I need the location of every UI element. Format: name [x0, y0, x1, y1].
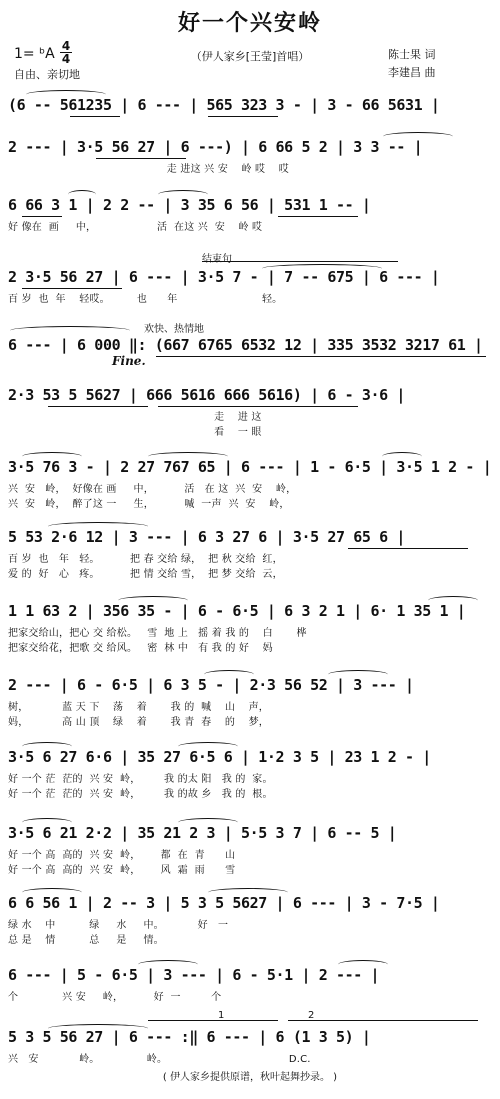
meter-top: 4	[61, 39, 71, 53]
slur	[383, 132, 453, 141]
volta-1-marking: 1	[218, 1010, 225, 1021]
beam	[96, 158, 186, 159]
lyricist-credit: 陈士果 词	[388, 48, 436, 61]
volta-2-marking: 2	[308, 1010, 315, 1021]
meter-bottom: 4	[61, 52, 71, 66]
volta-2-bracket	[288, 1020, 478, 1021]
lyrics-line-2: 爱 的 好 心 疼。 把 情 交给 雪， 把 梦 交给 云，	[8, 569, 283, 580]
notation-line: 2 ‑‑‑ | 3·5 56 27 | 6 ‑‑‑) | 6 66 5 2 | 3 3 ‑‑ |	[8, 138, 423, 156]
lyrics-line-2: 总 是 情 总 是 情。	[8, 935, 164, 946]
beam	[22, 216, 62, 217]
lyrics-line-1: 百 岁 也 年 轻哎。 也 年 轻。	[8, 294, 283, 305]
lyrics-line-2: 妈， 高 山 顶 绿 着 我 青 春 的 梦，	[8, 717, 269, 728]
lyrics-line-1: 把家交给山，把心 交 给松。 雪 地 上 摇 着 我 的 白 桦	[8, 628, 307, 639]
notation-line: 2·3 53 5 5627 | 666 5616 666 5616) | 6 ‑ 3·6 |	[8, 386, 406, 404]
singer-credit: （伊人家乡[王莹]首唱）	[190, 50, 310, 63]
key-signature: 1= ᵇA	[14, 46, 55, 62]
notation-line: 3·5 76 3 ‑ | 2 27 767 65 | 6 ‑‑‑ | 1 ‑ 6·5 | 3·5 1 2 ‑ |	[8, 458, 492, 476]
lyrics-line-1: 好 一个 茫 茫的 兴 安 岭， 我 的太 阳 我 的 家。	[8, 774, 273, 785]
notation-line: 5 3 5 56 27 | 6 ‑‑‑ :‖ 6 ‑‑‑ | 6 (1 3 5) |	[8, 1028, 371, 1046]
lyrics-line-1: 好 像在 画 中， 活 在这 兴 安 岭 哎	[8, 222, 263, 233]
lyrics-line-1: 好 一个 高 高的 兴 安 岭， 都 在 青 山	[8, 850, 236, 861]
notation-line: 5 53 2·6 12 | 3 ‑‑‑ | 6 3 27 6 | 3·5 27 65 6 |	[8, 528, 406, 546]
score-sheet	[8, 6, 492, 1093]
transcription-credit: ( 伊人家乡提供原谱，秋叶起舞抄录。 )	[162, 1072, 338, 1083]
lyrics-line-1: 绿 水 中 绿 水 中。 好 一	[8, 920, 229, 931]
notation-line: 6 66 3 1 | 2 2 ‑‑ | 3 35 6 56 | 531 1 ‑‑ |	[8, 196, 371, 214]
lyrics-line-2: 好 一个 茫 茫的 兴 安 岭， 我 的故 乡 我 的 根。	[8, 789, 273, 800]
beam	[158, 406, 358, 407]
beam	[348, 548, 468, 549]
beam	[156, 356, 486, 357]
lyrics-line-2: 把家交给花，把歌 交 给风。 密 林 中 有 我 的 好 妈	[8, 643, 273, 654]
lyrics-line-2: 看 一 眼	[8, 427, 262, 438]
notation-line: 1 1 63 2 | 356 35 ‑ | 6 ‑ 6·5 | 6 3 2 1 | 6· 1 35 1 |	[8, 602, 466, 620]
lyrics-line-1: 走 进这 兴 安 岭 哎 哎	[8, 164, 289, 175]
coda-marking: 结束句	[202, 254, 232, 265]
song-title: 好一个兴安岭	[177, 11, 322, 36]
notation-line: 6 6 56 1 | 2 ‑‑ 3 | 5 3 5 5627 | 6 ‑‑‑ | 3 ‑ 7·5 |	[8, 894, 440, 912]
beam	[278, 216, 358, 217]
notation-line: 3·5 6 27 6·6 | 35 27 6·5 6 | 1·2 3 5 | 23 1 2 ‑ |	[8, 748, 431, 766]
lyrics-line-1: 个 兴 安 岭， 好 一 个	[8, 992, 222, 1003]
notation-line: 2 ‑‑‑ | 6 ‑ 6·5 | 6 3 5 ‑ | 2·3 56 52 | 3 ‑‑‑ |	[8, 676, 414, 694]
tempo-change-marking: 欢快、热情地	[144, 324, 204, 335]
notation-line: 3·5 6 21 2·2 | 35 21 2 3 | 5·5 3 7 | 6 ‑‑ 5 |	[8, 824, 397, 842]
lyrics-line-2: 兴 安 岭， 醉了这 一 生， 喊 一声 兴 安 岭，	[8, 499, 290, 510]
tempo-marking: 自由、亲切地	[14, 68, 80, 81]
fine-marking: Fine.	[112, 354, 146, 368]
notation-line: 2 3·5 56 27 | 6 ‑‑‑ | 3·5 7 ‑ | 7 ‑‑ 675 | 6 ‑‑‑ |	[8, 268, 440, 286]
lyrics-line-1: 兴 安 岭， 好像在 画 中， 活 在 这 兴 安 岭，	[8, 484, 297, 495]
beam	[22, 288, 122, 289]
volta-1-bracket	[148, 1020, 278, 1021]
beam	[48, 406, 148, 407]
lyrics-line-1: 树， 蓝 天 下 荡 着 我 的 喊 山 声，	[8, 702, 269, 713]
beam	[208, 116, 278, 117]
lyrics-line-1: 百 岁 也 年 轻。 把 春 交给 绿， 把 秋 交给 红，	[8, 554, 283, 565]
notation-line: (6 ‑‑ 561235 | 6 ‑‑‑ | 565 323 3 ‑ | 3 ‑ 66 5631 |	[8, 96, 440, 114]
lyrics-line-2: 好 一个 高 高的 兴 安 岭， 风 霜 雨 雪	[8, 865, 236, 876]
coda-bracket-line	[202, 261, 398, 262]
composer-credit: 李建昌 曲	[388, 66, 436, 79]
lyrics-line-1: 走 进 这	[8, 412, 262, 423]
notation-line: 6 ‑‑‑ | 6 000 ‖: (667 6765 6532 12 | 335 3532 3217 61 |	[8, 336, 483, 354]
notation-line: 6 ‑‑‑ | 5 ‑ 6·5 | 3 ‑‑‑ | 6 ‑ 5·1 | 2 ‑‑‑ |	[8, 966, 380, 984]
beam	[70, 116, 120, 117]
lyrics-line-1: 兴 安 岭。 岭。 D.C.	[8, 1054, 311, 1065]
